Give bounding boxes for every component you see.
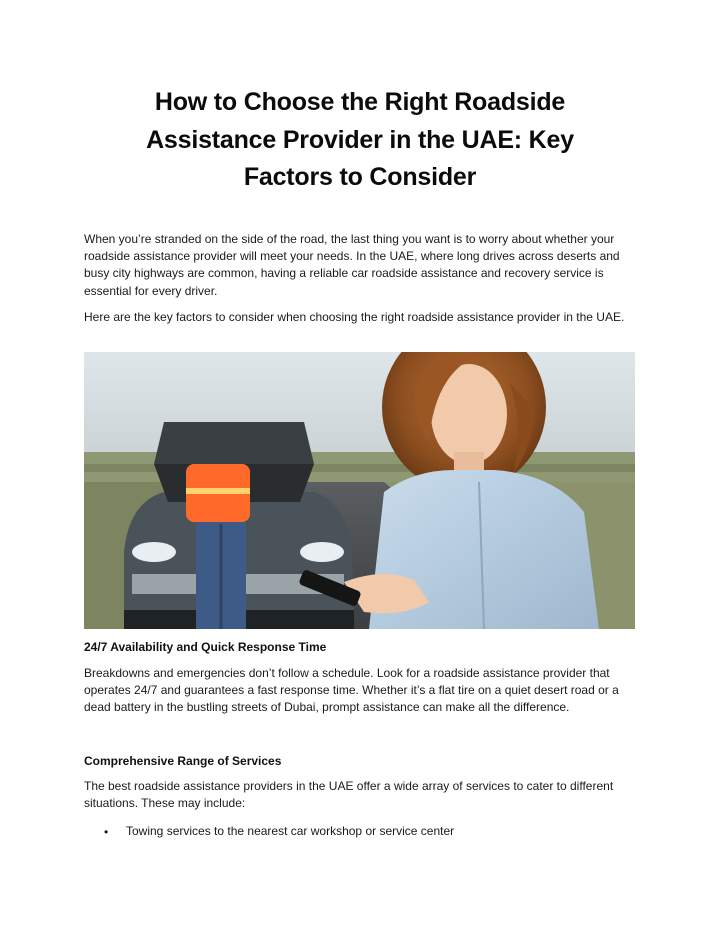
section-1-body: Breakdowns and emergencies don’t follow a schedule. Look for a roadside assistance provider that operates 24/7 and guarantees a fast response time. Whether it’s a flat tire on a quiet desert road or a dead battery in the bustling streets of Dubai, prompt assistance can make all the difference. [84, 666, 619, 715]
key-factors-paragraph: Here are the key factors to consider when choosing the right roadside assistance provider in the UAE. [84, 310, 625, 324]
section-1-heading: 24/7 Availability and Quick Response Time [84, 640, 327, 654]
roadside-photo [84, 352, 635, 629]
page-title: How to Choose the Right Roadside Assistance Provider in the UAE: Key Factors to Consider [146, 88, 574, 191]
bullet-text: Towing services to the nearest car workshop or service center [126, 824, 455, 838]
bullet-icon: • [104, 825, 109, 839]
section-2-body: The best roadside assistance providers in the UAE offer a wide array of services to cater to different situations. These may include: [84, 779, 614, 811]
intro-paragraph: When you’re stranded on the side of the road, the last thing you want is to worry about whether your roadside assistance provider will meet your needs. In the UAE, where long drives across deserts and busy city highways are common, having a reliable car roadside assistance and recovery service is essential for every driver. [84, 232, 620, 298]
section-2-heading: Comprehensive Range of Services [84, 754, 282, 768]
